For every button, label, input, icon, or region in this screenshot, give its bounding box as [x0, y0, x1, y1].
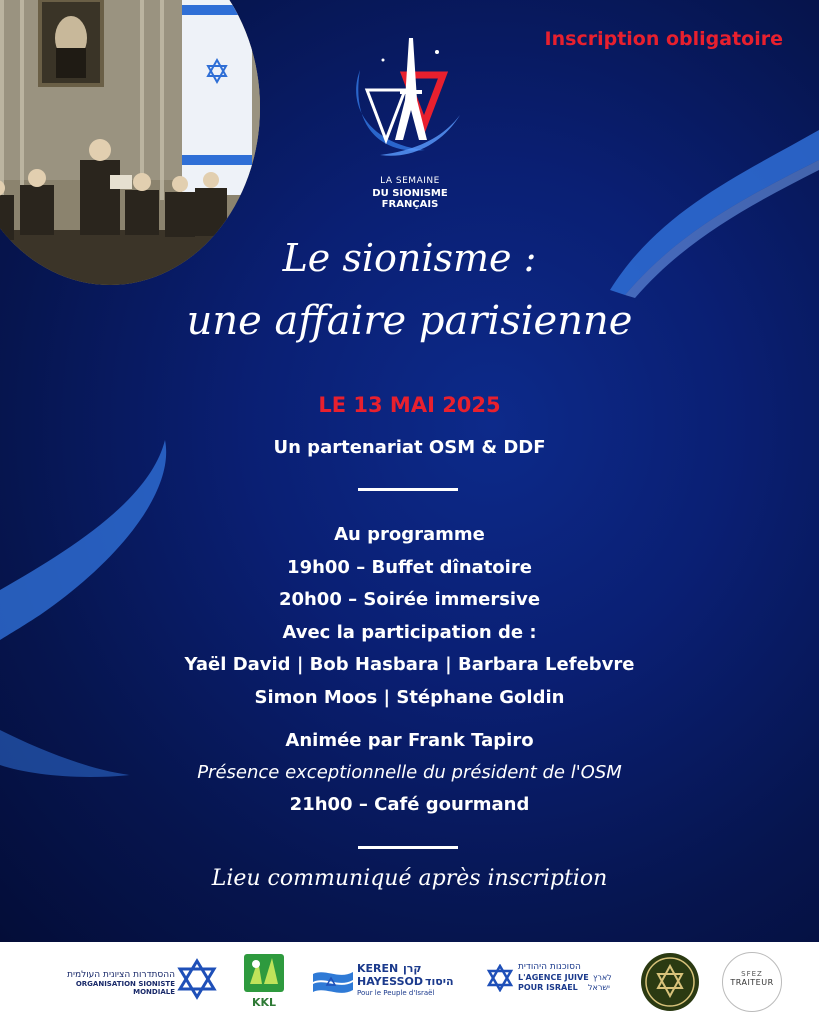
agence-fr-line1: L'AGENCE JUIVE [518, 973, 589, 982]
logo-tagline: LA SEMAINE [380, 176, 440, 186]
event-logo [345, 30, 475, 210]
participants-line: Yaël David | Bob Hasbara | Barbara Lefebvre [184, 654, 635, 675]
agence-he-name: הסוכנות היהודית [518, 962, 581, 972]
sfez-name: SFEZ [741, 970, 763, 978]
program-heading: Au programme [334, 524, 485, 545]
program-details [0, 725, 819, 821]
participants-line: Simon Moos | Stéphane Goldin [254, 686, 565, 708]
sponsor-keren-hayessod [313, 958, 463, 1008]
sponsor-sfez-traiteur [722, 952, 782, 1012]
osm-french-name: ORGANISATION SIONISTE MONDIALE [75, 980, 175, 996]
section-divider [358, 488, 458, 491]
event-title-line-1: Le sionisme : [282, 236, 537, 280]
eiffel-star-icon [345, 30, 475, 170]
osm-hebrew-name: ההסתדרות הציונית העולמית [67, 970, 175, 980]
seal-emblem-icon [640, 952, 700, 1012]
keren-fr: KEREN [357, 962, 399, 975]
kkl-tree-icon [244, 954, 284, 992]
event-title-line-2: une affaire parisienne [186, 298, 633, 344]
presence-line: Présence exceptionnelle du président de l'OSM [197, 762, 622, 783]
agence-he-line2: לארץ [593, 973, 612, 982]
sponsor-osm [40, 970, 175, 996]
hayessod-fr: HAYESSOD [357, 975, 423, 988]
participants-heading: Avec la participation de : [282, 621, 537, 643]
program-item: 19h00 – Buffet dînatoire [287, 556, 532, 578]
closing-item: 21h00 – Café gourmand [289, 794, 530, 815]
partnership-text: Un partenariat OSM & DDF [273, 437, 546, 458]
sponsors-footer [0, 942, 819, 1024]
registration-required-badge: Inscription obligatoire [544, 28, 783, 50]
sponsor-kkl [244, 954, 284, 1008]
event-date: LE 13 MAI 2025 [318, 393, 501, 417]
keren-tagline: Pour le Peuple d'Israël [357, 989, 435, 997]
keren-hayessod-flag-icon [313, 968, 353, 996]
location-note: Lieu communiqué après inscription [211, 866, 608, 891]
hayessod-he: היסוד [425, 975, 454, 988]
section-divider [358, 846, 458, 849]
keren-he: קרן [403, 962, 422, 975]
kkl-label: KKL [251, 996, 277, 1009]
sfez-traiteur: TRAITEUR [730, 978, 774, 987]
agence-he-line3: ישראל [588, 983, 610, 992]
sponsor-agence-juive [486, 962, 626, 1012]
host-line: Animée par Frank Tapiro [285, 730, 534, 751]
program-list [0, 519, 819, 714]
osm-star-icon [176, 958, 218, 1000]
agence-fr-line2: POUR ISRAEL [518, 983, 578, 992]
agence-juive-star-icon [486, 964, 514, 992]
program-item: 20h00 – Soirée immersive [278, 589, 541, 610]
logo-name: DU SIONISME FRANÇAIS [372, 188, 448, 210]
